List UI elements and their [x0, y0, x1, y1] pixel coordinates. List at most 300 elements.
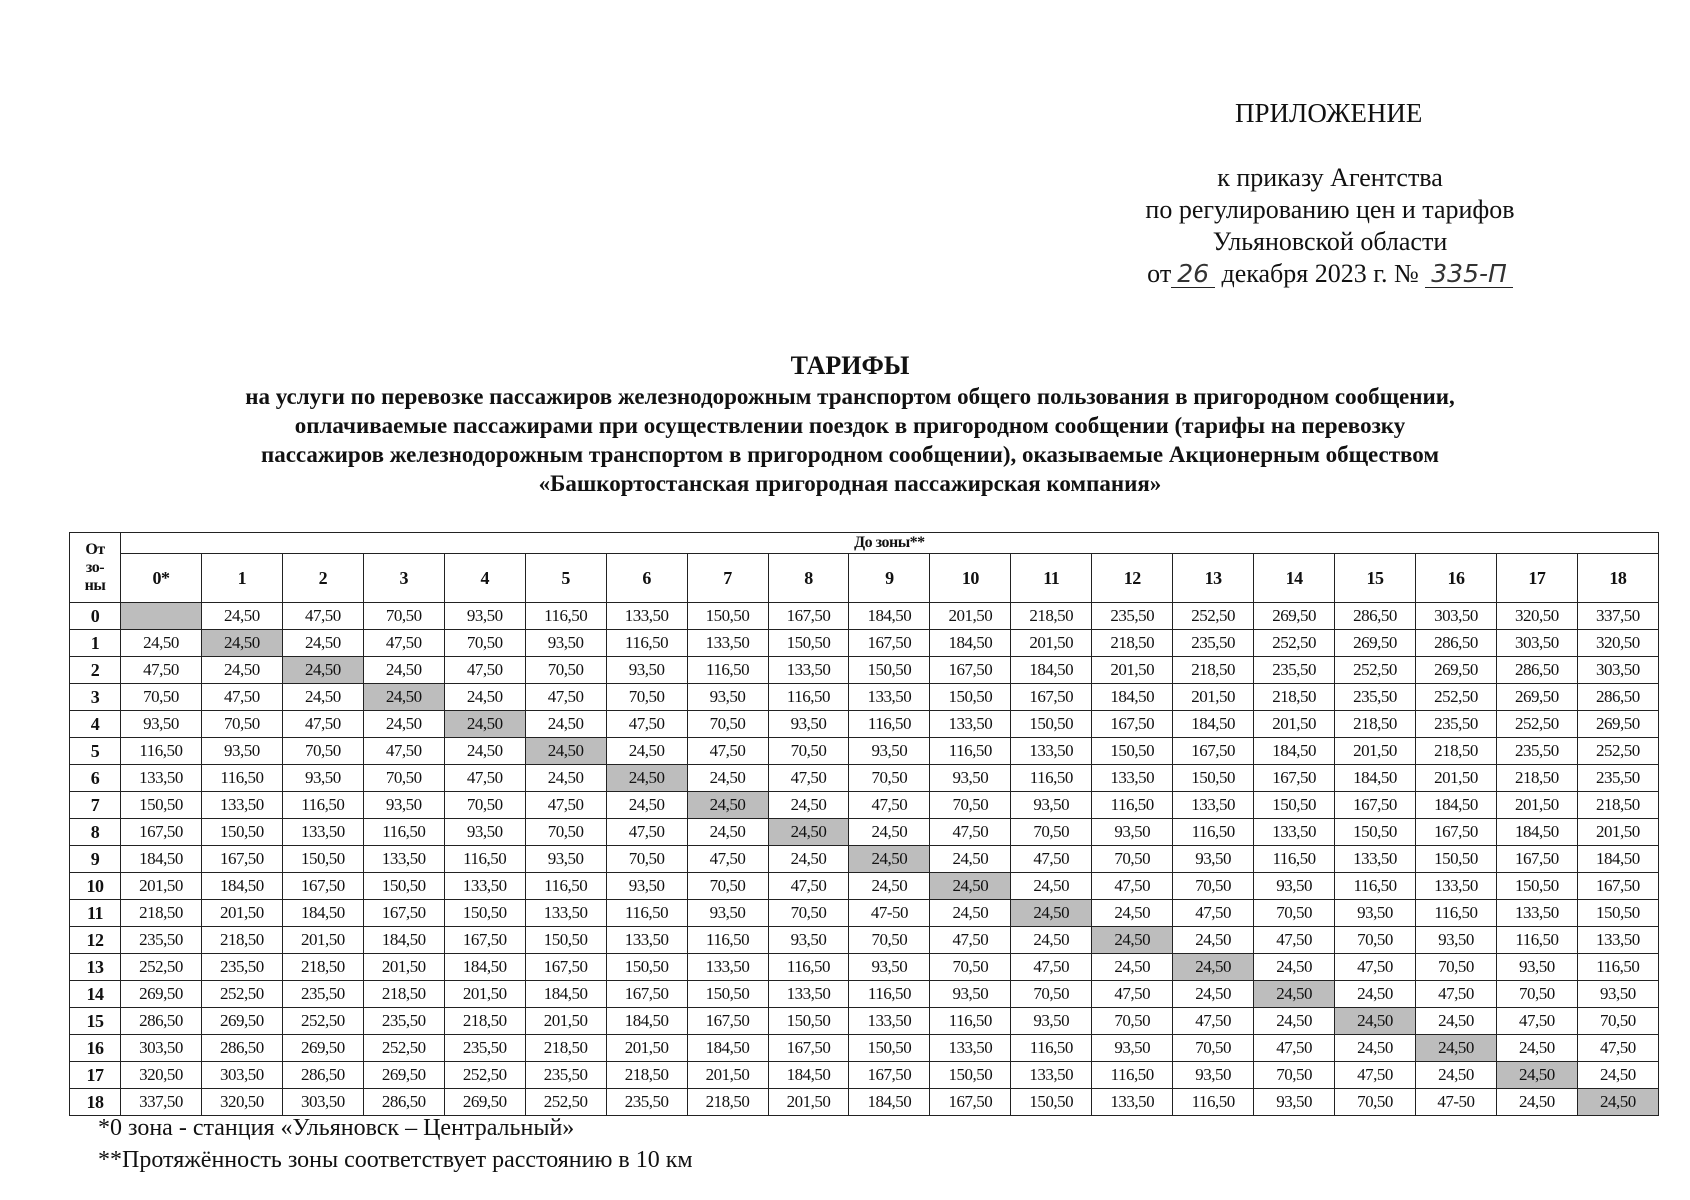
tariff-cell: 184,50 [1011, 657, 1092, 684]
tariff-cell: 24,50 [363, 657, 444, 684]
tariff-cell-diagonal: 24,50 [687, 792, 768, 819]
row-header-zone: 15 [70, 1008, 121, 1035]
tariff-cell: 47,50 [768, 765, 849, 792]
tariff-cell: 116,50 [849, 981, 930, 1008]
column-header-zone-7: 7 [687, 554, 768, 603]
tariff-cell: 167,50 [1011, 684, 1092, 711]
column-header-zone-10: 10 [930, 554, 1011, 603]
tariff-cell: 269,50 [363, 1062, 444, 1089]
tariff-cell: 93,50 [525, 630, 606, 657]
tariff-cell: 47,50 [849, 792, 930, 819]
tariff-cell: 47,50 [930, 819, 1011, 846]
from-zone-header: От зо- ны [70, 533, 121, 603]
tariff-cell: 184,50 [1577, 846, 1658, 873]
tariff-cell: 269,50 [1577, 711, 1658, 738]
tariff-cell: 235,50 [1254, 657, 1335, 684]
table-row [70, 1062, 1659, 1089]
column-header-zone-16: 16 [1416, 554, 1497, 603]
tariff-cell: 70,50 [687, 873, 768, 900]
tariff-cell: 184,50 [1092, 684, 1173, 711]
tariff-cell: 133,50 [1335, 846, 1416, 873]
tariff-cell: 24,50 [1577, 1062, 1658, 1089]
tariff-cell: 70,50 [687, 711, 768, 738]
tariff-cell: 93,50 [930, 981, 1011, 1008]
tariff-cell: 218,50 [444, 1008, 525, 1035]
tariff-cell: 70,50 [1092, 1008, 1173, 1035]
tariff-cell: 286,50 [121, 1008, 202, 1035]
tariff-cell: 24,50 [444, 738, 525, 765]
order-line-3: Ульяновской области [1212, 227, 1448, 256]
tariff-cell: 150,50 [1011, 711, 1092, 738]
tariff-cell: 47-50 [1416, 1089, 1497, 1116]
tariff-cell: 218,50 [121, 900, 202, 927]
tariff-cell: 24,50 [768, 846, 849, 873]
table-row [70, 684, 1659, 711]
tariff-cell: 24,50 [849, 819, 930, 846]
tariff-cell: 24,50 [930, 900, 1011, 927]
tariff-cell: 150,50 [525, 927, 606, 954]
tariff-cell: 150,50 [1011, 1089, 1092, 1116]
tariff-cell: 133,50 [444, 873, 525, 900]
tariff-cell: 184,50 [1254, 738, 1335, 765]
tariff-cell-diagonal: 24,50 [1335, 1008, 1416, 1035]
tariff-cell: 116,50 [768, 954, 849, 981]
tariff-cell: 93,50 [444, 819, 525, 846]
tariff-cell: 47,50 [363, 738, 444, 765]
tariff-cell: 167,50 [930, 1089, 1011, 1116]
row-header-zone: 7 [70, 792, 121, 819]
tariff-cell: 116,50 [1173, 1089, 1254, 1116]
column-header-zone-15: 15 [1335, 554, 1416, 603]
tariff-cell: 201,50 [1254, 711, 1335, 738]
tariff-cell: 70,50 [525, 657, 606, 684]
tariff-cell: 93,50 [1335, 900, 1416, 927]
tariff-cell: 24,50 [282, 684, 363, 711]
tariff-cell: 24,50 [930, 846, 1011, 873]
tariff-cell: 320,50 [121, 1062, 202, 1089]
tariff-cell: 133,50 [768, 981, 849, 1008]
tariff-cell: 201,50 [687, 1062, 768, 1089]
tariff-cell-diagonal: 24,50 [849, 846, 930, 873]
tariff-cell: 47,50 [1173, 1008, 1254, 1035]
tariff-cell: 133,50 [363, 846, 444, 873]
tariff-cell: 184,50 [930, 630, 1011, 657]
table-row [70, 765, 1659, 792]
tariff-cell: 218,50 [1092, 630, 1173, 657]
tariff-cell: 150,50 [1577, 900, 1658, 927]
tariff-cell: 24,50 [606, 792, 687, 819]
tariff-cell: 218,50 [1335, 711, 1416, 738]
tariff-cell: 201,50 [1092, 657, 1173, 684]
tariff-cell: 47,50 [1173, 900, 1254, 927]
tariff-cell: 24,50 [1335, 981, 1416, 1008]
tariff-cell-diagonal: 24,50 [1092, 927, 1173, 954]
tariff-cell: 167,50 [930, 657, 1011, 684]
tariff-cell: 286,50 [282, 1062, 363, 1089]
tariff-cell: 150,50 [606, 954, 687, 981]
tariff-cell: 116,50 [282, 792, 363, 819]
tariff-cell: 24,50 [282, 630, 363, 657]
table-row [70, 603, 1659, 630]
tariff-cell: 150,50 [687, 603, 768, 630]
tariff-cell: 150,50 [121, 792, 202, 819]
tariff-cell-diagonal: 24,50 [363, 684, 444, 711]
tariff-cell: 150,50 [1335, 819, 1416, 846]
tariff-cell: 133,50 [121, 765, 202, 792]
tariff-cell: 201,50 [363, 954, 444, 981]
tariff-cell: 167,50 [1577, 873, 1658, 900]
tariff-cell: 24,50 [1011, 927, 1092, 954]
tariff-cell: 116,50 [849, 711, 930, 738]
tariff-cell: 24,50 [1173, 981, 1254, 1008]
table-row [70, 1035, 1659, 1062]
tariff-cell: 93,50 [606, 657, 687, 684]
tariff-cell: 116,50 [1092, 1062, 1173, 1089]
tariff-cell: 184,50 [363, 927, 444, 954]
tariff-cell-diagonal: 24,50 [525, 738, 606, 765]
tariff-cell: 47,50 [1011, 846, 1092, 873]
column-header-zone-18: 18 [1577, 554, 1658, 603]
tariff-cell: 116,50 [1577, 954, 1658, 981]
tariff-cell: 93,50 [363, 792, 444, 819]
tariff-cell: 24,50 [687, 819, 768, 846]
tariff-cell: 70,50 [1092, 846, 1173, 873]
tariff-cell: 24,50 [1416, 1008, 1497, 1035]
tariff-cell: 133,50 [1011, 738, 1092, 765]
tariff-cell: 116,50 [1173, 819, 1254, 846]
tariff-cell: 24,50 [687, 765, 768, 792]
tariff-cell: 167,50 [201, 846, 282, 873]
tariff-cell: 201,50 [444, 981, 525, 1008]
tariff-cell: 133,50 [525, 900, 606, 927]
tariff-cell: 133,50 [1254, 819, 1335, 846]
tariff-cell: 252,50 [363, 1035, 444, 1062]
tariff-cell: 133,50 [1577, 927, 1658, 954]
tariff-cell: 286,50 [1335, 603, 1416, 630]
tariff-cell: 47,50 [1254, 1035, 1335, 1062]
tariff-cell: 269,50 [1254, 603, 1335, 630]
tariff-cell: 24,50 [525, 711, 606, 738]
tariff-cell: 93,50 [1092, 819, 1173, 846]
order-reference [1100, 162, 1560, 290]
tariff-cell: 252,50 [201, 981, 282, 1008]
tariff-cell: 116,50 [1254, 846, 1335, 873]
tariff-cell: 47,50 [606, 711, 687, 738]
tariff-cell: 24,50 [201, 603, 282, 630]
tariff-cell: 93,50 [525, 846, 606, 873]
tariff-cell: 47,50 [1577, 1035, 1658, 1062]
table-row [70, 711, 1659, 738]
tariff-cell: 47,50 [1092, 873, 1173, 900]
tariff-cell: 47,50 [1011, 954, 1092, 981]
tariff-cell: 252,50 [1254, 630, 1335, 657]
tariff-cell: 303,50 [1416, 603, 1497, 630]
row-header-zone: 12 [70, 927, 121, 954]
tariff-cell: 320,50 [201, 1089, 282, 1116]
tariff-cell: 167,50 [768, 1035, 849, 1062]
tariff-cell: 47,50 [525, 684, 606, 711]
tariff-cell: 201,50 [930, 603, 1011, 630]
tariff-cell: 70,50 [363, 603, 444, 630]
tariff-cell: 93,50 [1011, 1008, 1092, 1035]
tariff-cell: 184,50 [849, 1089, 930, 1116]
date-rest: декабря 2023 г. № [1221, 259, 1419, 288]
tariff-table-body [70, 603, 1659, 1116]
tariff-cell-diagonal: 24,50 [1254, 981, 1335, 1008]
tariff-cell: 269,50 [444, 1089, 525, 1116]
tariff-cell: 235,50 [1577, 765, 1658, 792]
tariff-cell: 167,50 [1496, 846, 1577, 873]
tariff-cell: 286,50 [1416, 630, 1497, 657]
tariff-cell: 150,50 [1092, 738, 1173, 765]
tariff-cell: 93,50 [1254, 873, 1335, 900]
row-header-zone: 5 [70, 738, 121, 765]
row-header-zone: 9 [70, 846, 121, 873]
order-line-2: по регулированию цен и тарифов [1145, 195, 1515, 224]
tariff-cell: 93,50 [444, 603, 525, 630]
tariff-cell: 133,50 [930, 1035, 1011, 1062]
tariff-table [69, 532, 1659, 1116]
tariff-cell: 252,50 [525, 1089, 606, 1116]
tariff-cell: 201,50 [201, 900, 282, 927]
order-date-line [1100, 258, 1560, 290]
tariff-cell: 133,50 [1173, 792, 1254, 819]
table-row [70, 630, 1659, 657]
tariff-cell: 235,50 [1496, 738, 1577, 765]
table-row [70, 1008, 1659, 1035]
tariff-cell: 47,50 [525, 792, 606, 819]
tariff-cell: 24,50 [768, 792, 849, 819]
table-row [70, 792, 1659, 819]
tariff-cell: 184,50 [1335, 765, 1416, 792]
tariff-cell: 116,50 [525, 873, 606, 900]
tariff-cell: 133,50 [1092, 765, 1173, 792]
tariff-cell: 70,50 [1335, 927, 1416, 954]
tariff-cell: 116,50 [768, 684, 849, 711]
tariff-cell: 235,50 [525, 1062, 606, 1089]
appendix-label: ПРИЛОЖЕНИЕ [1235, 98, 1423, 128]
tariff-cell-diagonal [121, 603, 202, 630]
table-row [70, 873, 1659, 900]
tariff-cell-diagonal: 24,50 [1416, 1035, 1497, 1062]
tariff-cell: 150,50 [1416, 846, 1497, 873]
tariff-cell: 70,50 [1011, 981, 1092, 1008]
tariff-cell: 116,50 [1011, 765, 1092, 792]
tariff-cell: 70,50 [606, 684, 687, 711]
tariff-cell: 235,50 [1335, 684, 1416, 711]
tariff-cell: 269,50 [1496, 684, 1577, 711]
tariff-cell: 133,50 [201, 792, 282, 819]
tariff-cell: 47,50 [444, 657, 525, 684]
tariff-cell: 93,50 [1416, 927, 1497, 954]
tariff-cell: 47,50 [1254, 927, 1335, 954]
tariff-cell: 93,50 [687, 684, 768, 711]
column-header-zone-4: 4 [444, 554, 525, 603]
tariff-cell: 184,50 [201, 873, 282, 900]
table-header-row [70, 533, 1659, 554]
tariff-cell: 70,50 [1173, 873, 1254, 900]
tariff-cell: 116,50 [606, 630, 687, 657]
tariff-cell: 167,50 [282, 873, 363, 900]
row-header-zone: 14 [70, 981, 121, 1008]
tariff-cell: 252,50 [282, 1008, 363, 1035]
tariff-cell: 167,50 [768, 603, 849, 630]
column-header-zone-13: 13 [1173, 554, 1254, 603]
tariff-cell: 218,50 [1577, 792, 1658, 819]
tariff-cell: 167,50 [606, 981, 687, 1008]
tariff-cell-diagonal: 24,50 [1011, 900, 1092, 927]
tariff-cell: 93,50 [768, 711, 849, 738]
tariff-cell: 201,50 [121, 873, 202, 900]
tariff-cell: 133,50 [849, 684, 930, 711]
tariff-cell: 235,50 [282, 981, 363, 1008]
tariff-cell: 24,50 [1254, 954, 1335, 981]
tariff-cell: 269,50 [282, 1035, 363, 1062]
to-zone-header: До зоны** [121, 533, 1659, 554]
tariff-cell: 269,50 [121, 981, 202, 1008]
tariff-cell: 167,50 [1254, 765, 1335, 792]
tariff-cell: 201,50 [1416, 765, 1497, 792]
tariff-cell: 93,50 [768, 927, 849, 954]
tariff-cell: 70,50 [1496, 981, 1577, 1008]
tariff-cell: 133,50 [1092, 1089, 1173, 1116]
table-row [70, 954, 1659, 981]
tariff-cell: 47,50 [606, 819, 687, 846]
tariff-cell: 47,50 [363, 630, 444, 657]
tariff-cell: 201,50 [525, 1008, 606, 1035]
table-row [70, 819, 1659, 846]
tariff-cell: 47,50 [768, 873, 849, 900]
tariff-cell: 303,50 [1496, 630, 1577, 657]
column-header-zone-9: 9 [849, 554, 930, 603]
tariff-cell: 184,50 [687, 1035, 768, 1062]
tariff-cell: 47,50 [687, 738, 768, 765]
tariff-cell: 133,50 [282, 819, 363, 846]
tariff-cell: 320,50 [1496, 603, 1577, 630]
tariff-cell: 150,50 [768, 630, 849, 657]
row-header-zone: 10 [70, 873, 121, 900]
tariff-cell: 47,50 [930, 927, 1011, 954]
tariff-cell: 252,50 [1173, 603, 1254, 630]
tariff-cell: 252,50 [1577, 738, 1658, 765]
tariff-cell: 70,50 [1011, 819, 1092, 846]
tariff-cell: 70,50 [1173, 1035, 1254, 1062]
tariff-cell: 167,50 [1335, 792, 1416, 819]
tariff-cell: 47,50 [121, 657, 202, 684]
tariff-cell-diagonal: 24,50 [930, 873, 1011, 900]
tariff-cell: 150,50 [849, 657, 930, 684]
tariff-cell: 150,50 [849, 1035, 930, 1062]
tariff-cell: 167,50 [849, 630, 930, 657]
tariff-cell: 47,50 [1335, 954, 1416, 981]
tariff-cell: 150,50 [201, 819, 282, 846]
table-row [70, 981, 1659, 1008]
tariff-cell: 116,50 [1011, 1035, 1092, 1062]
tariff-cell: 235,50 [1173, 630, 1254, 657]
tariff-cell: 337,50 [121, 1089, 202, 1116]
tariff-cell: 218,50 [687, 1089, 768, 1116]
tariff-cell: 24,50 [1092, 954, 1173, 981]
tariff-cell: 303,50 [201, 1062, 282, 1089]
order-line-1: к приказу Агентства [1217, 163, 1443, 192]
tariff-cell: 24,50 [606, 738, 687, 765]
tariff-cell: 70,50 [768, 738, 849, 765]
tariff-cell: 24,50 [1496, 1089, 1577, 1116]
tariff-cell: 24,50 [1254, 1008, 1335, 1035]
table-row [70, 900, 1659, 927]
tariff-cell: 252,50 [1416, 684, 1497, 711]
tariff-cell: 93,50 [1173, 846, 1254, 873]
tariff-cell: 93,50 [687, 900, 768, 927]
tariff-cell: 167,50 [121, 819, 202, 846]
title-line-4: «Башкортостанская пригородная пассажирская компания» [538, 471, 1162, 496]
tariff-cell: 116,50 [687, 927, 768, 954]
row-header-zone: 6 [70, 765, 121, 792]
tariff-cell: 218,50 [201, 927, 282, 954]
tariff-cell: 150,50 [687, 981, 768, 1008]
tariff-cell: 286,50 [201, 1035, 282, 1062]
tariff-cell: 116,50 [1416, 900, 1497, 927]
tariff-cell: 286,50 [1496, 657, 1577, 684]
tariff-cell: 269,50 [1416, 657, 1497, 684]
tariff-cell: 218,50 [363, 981, 444, 1008]
tariff-cell: 201,50 [1335, 738, 1416, 765]
tariff-cell: 70,50 [282, 738, 363, 765]
tariff-cell: 24,50 [525, 765, 606, 792]
tariff-cell: 93,50 [1496, 954, 1577, 981]
tariff-cell: 70,50 [1416, 954, 1497, 981]
tariff-cell: 133,50 [768, 657, 849, 684]
tariff-cell: 116,50 [687, 657, 768, 684]
tariff-cell: 70,50 [768, 900, 849, 927]
tariff-cell: 235,50 [1092, 603, 1173, 630]
tariff-cell: 184,50 [849, 603, 930, 630]
column-header-zone-6: 6 [606, 554, 687, 603]
tariff-cell: 70,50 [930, 954, 1011, 981]
tariff-cell: 70,50 [849, 765, 930, 792]
document-title: ТАРИФЫ [790, 351, 910, 380]
tariff-cell: 93,50 [201, 738, 282, 765]
column-header-zone-12: 12 [1092, 554, 1173, 603]
tariff-cell: 201,50 [1173, 684, 1254, 711]
column-header-zone-14: 14 [1254, 554, 1335, 603]
tariff-cell: 218,50 [1254, 684, 1335, 711]
tariff-cell: 47,50 [1496, 1008, 1577, 1035]
tariff-cell: 167,50 [444, 927, 525, 954]
tariff-cell: 24,50 [201, 657, 282, 684]
footnotes [98, 1112, 693, 1176]
row-header-zone: 4 [70, 711, 121, 738]
tariff-cell: 47,50 [282, 711, 363, 738]
tariff-cell: 133,50 [849, 1008, 930, 1035]
tariff-cell: 201,50 [1496, 792, 1577, 819]
tariff-cell: 93,50 [282, 765, 363, 792]
tariff-cell: 116,50 [363, 819, 444, 846]
order-number-handwritten: 335-П [1425, 261, 1513, 288]
tariff-cell: 93,50 [930, 765, 1011, 792]
column-header-zone-0: 0* [121, 554, 202, 603]
tariff-cell: 184,50 [525, 981, 606, 1008]
tariff-cell: 201,50 [606, 1035, 687, 1062]
tariff-cell-diagonal: 24,50 [1496, 1062, 1577, 1089]
tariff-cell: 116,50 [930, 738, 1011, 765]
tariff-cell: 70,50 [930, 792, 1011, 819]
tariff-cell: 70,50 [606, 846, 687, 873]
tariff-cell: 116,50 [121, 738, 202, 765]
tariff-cell: 150,50 [1254, 792, 1335, 819]
tariff-cell: 133,50 [606, 603, 687, 630]
tariff-cell-diagonal: 24,50 [444, 711, 525, 738]
